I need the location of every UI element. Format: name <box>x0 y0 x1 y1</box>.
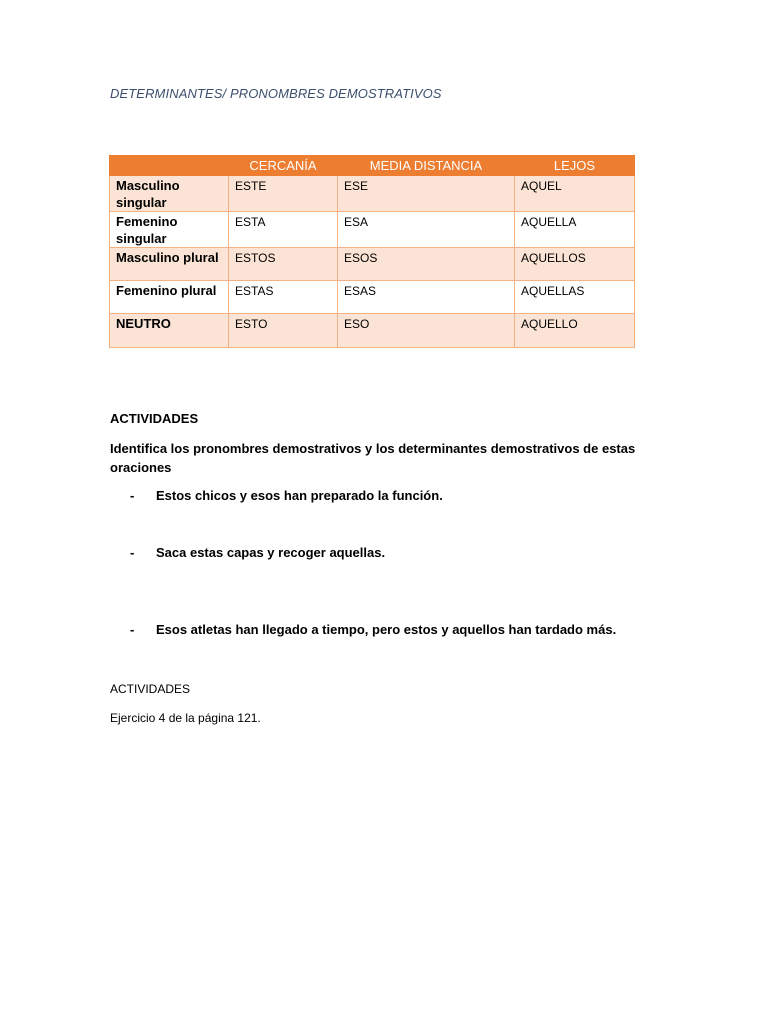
bullet-dash: - <box>130 622 135 637</box>
row-label: Femenino singular <box>110 212 229 248</box>
cell-media-distancia: ESO <box>338 314 515 348</box>
cell-media-distancia: ESAS <box>338 281 515 314</box>
bullet-dash: - <box>130 488 135 503</box>
list-item <box>130 488 443 503</box>
row-label: Masculino singular <box>110 176 229 212</box>
cell-lejos: AQUELLO <box>515 314 635 348</box>
table-row <box>110 212 635 248</box>
row-label: Femenino plural <box>110 281 229 314</box>
table-row <box>110 314 635 348</box>
activities-title-secondary: ACTIVIDADES <box>110 682 191 696</box>
table-header-row <box>110 156 635 176</box>
row-label: Masculino plural <box>110 248 229 281</box>
cell-cercania: ESTO <box>229 314 338 348</box>
list-item <box>130 622 616 637</box>
sentence-text: Estos chicos y esos han preparado la función. <box>156 488 443 503</box>
table-header-media-distancia: MEDIA DISTANCIA <box>338 156 515 176</box>
instruction-text: Identifica los pronombres demostrativos y los determinantes demostrativos de estas oraciones <box>110 441 636 475</box>
cell-cercania: ESTOS <box>229 248 338 281</box>
sentence-text: Esos atletas han llegado a tiempo, pero estos y aquellos han tardado más. <box>156 622 617 637</box>
demonstratives-table <box>109 155 635 348</box>
activities-title: ACTIVIDADES <box>110 411 199 426</box>
cell-cercania: ESTA <box>229 212 338 248</box>
exercise-reference: Ejercicio 4 de la página 121. <box>110 711 261 725</box>
document-heading: DETERMINANTES/ PRONOMBRES DEMOSTRATIVOS <box>110 86 442 101</box>
table-header-cercania: CERCANÍA <box>229 156 338 176</box>
cell-cercania: ESTAS <box>229 281 338 314</box>
cell-lejos: AQUELLAS <box>515 281 635 314</box>
table-row <box>110 248 635 281</box>
cell-lejos: AQUEL <box>515 176 635 212</box>
table-header-empty <box>110 156 229 176</box>
cell-media-distancia: ESA <box>338 212 515 248</box>
cell-cercania: ESTE <box>229 176 338 212</box>
sentence-text: Saca estas capas y recoger aquellas. <box>156 545 386 560</box>
cell-media-distancia: ESOS <box>338 248 515 281</box>
table-row <box>110 176 635 212</box>
cell-lejos: AQUELLOS <box>515 248 635 281</box>
row-label: NEUTRO <box>110 314 229 348</box>
bullet-dash: - <box>130 545 135 560</box>
table-header-lejos: LEJOS <box>515 156 635 176</box>
list-item <box>130 545 385 560</box>
table-row <box>110 281 635 314</box>
cell-lejos: AQUELLA <box>515 212 635 248</box>
cell-media-distancia: ESE <box>338 176 515 212</box>
demonstratives-table-wrapper <box>109 155 634 348</box>
